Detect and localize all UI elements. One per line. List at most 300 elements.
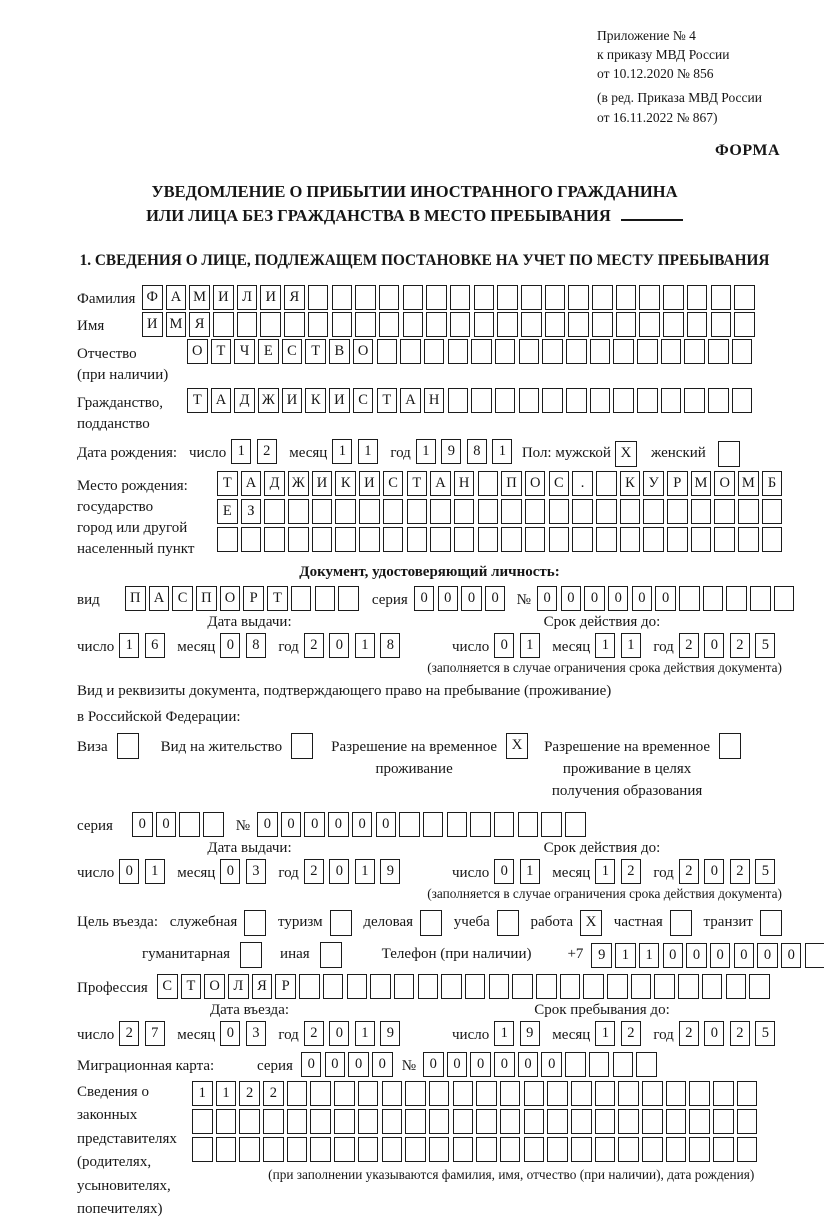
char-box[interactable]: 0 [447, 1052, 468, 1077]
char-box[interactable]: К [305, 388, 326, 413]
char-box[interactable]: 0 [537, 586, 558, 611]
char-box[interactable] [762, 527, 783, 552]
char-box[interactable]: 7 [145, 1021, 165, 1046]
char-box[interactable]: А [149, 586, 170, 611]
char-box[interactable] [347, 974, 368, 999]
char-box[interactable]: М [166, 312, 187, 337]
char-box[interactable] [407, 499, 428, 524]
char-box[interactable]: С [383, 471, 404, 496]
char-box[interactable]: 0 [257, 812, 278, 837]
char-box[interactable] [453, 1081, 474, 1106]
char-box[interactable]: 0 [655, 586, 676, 611]
char-box[interactable]: 0 [734, 943, 755, 968]
char-box[interactable] [430, 499, 451, 524]
char-box[interactable] [713, 1081, 734, 1106]
char-box[interactable] [474, 285, 495, 310]
char-box[interactable] [726, 974, 747, 999]
char-box[interactable]: 1 [358, 439, 378, 464]
char-box[interactable]: А [166, 285, 187, 310]
char-box[interactable]: 1 [595, 1021, 615, 1046]
char-box[interactable] [589, 1052, 610, 1077]
char-box[interactable] [478, 471, 499, 496]
char-box[interactable] [734, 312, 755, 337]
char-box[interactable]: 0 [372, 1052, 393, 1077]
char-box[interactable] [663, 312, 684, 337]
char-box[interactable] [358, 1109, 379, 1134]
char-box[interactable]: И [142, 312, 163, 337]
char-box[interactable] [237, 312, 258, 337]
char-box[interactable] [355, 285, 376, 310]
char-box[interactable] [687, 285, 708, 310]
char-box[interactable]: М [691, 471, 712, 496]
char-box[interactable] [405, 1081, 426, 1106]
char-box[interactable] [264, 499, 285, 524]
char-box[interactable] [500, 1109, 521, 1134]
char-box[interactable] [355, 312, 376, 337]
char-box[interactable] [691, 527, 712, 552]
char-box[interactable] [426, 312, 447, 337]
char-box[interactable]: 5 [755, 1021, 775, 1046]
char-box[interactable]: 2 [679, 859, 699, 884]
char-box[interactable]: 0 [329, 859, 349, 884]
char-box[interactable] [497, 312, 518, 337]
char-box[interactable] [596, 471, 617, 496]
char-box[interactable]: 2 [304, 1021, 324, 1046]
business-checkbox[interactable] [420, 910, 442, 936]
char-box[interactable]: В [329, 339, 350, 364]
char-box[interactable]: 0 [710, 943, 731, 968]
char-box[interactable]: Т [267, 586, 288, 611]
char-box[interactable] [453, 1109, 474, 1134]
char-box[interactable] [572, 527, 593, 552]
char-box[interactable] [636, 1052, 657, 1077]
char-box[interactable] [495, 339, 516, 364]
char-box[interactable] [711, 312, 732, 337]
char-box[interactable]: Я [252, 974, 273, 999]
char-box[interactable] [679, 586, 700, 611]
char-box[interactable]: И [312, 471, 333, 496]
char-box[interactable] [377, 339, 398, 364]
char-box[interactable]: Н [454, 471, 475, 496]
char-box[interactable] [691, 499, 712, 524]
char-box[interactable] [450, 312, 471, 337]
study-checkbox[interactable] [497, 910, 519, 936]
char-box[interactable] [684, 339, 705, 364]
char-box[interactable]: М [189, 285, 210, 310]
char-box[interactable]: 0 [304, 812, 325, 837]
char-box[interactable] [613, 339, 634, 364]
char-box[interactable]: 1 [355, 859, 375, 884]
char-box[interactable]: 1 [494, 1021, 514, 1046]
char-box[interactable]: 0 [608, 586, 629, 611]
char-box[interactable] [478, 499, 499, 524]
char-box[interactable] [542, 388, 563, 413]
char-box[interactable] [631, 974, 652, 999]
char-box[interactable]: 1 [231, 439, 251, 464]
char-box[interactable]: 2 [730, 1021, 750, 1046]
char-box[interactable]: У [643, 471, 664, 496]
char-box[interactable]: О [187, 339, 208, 364]
char-box[interactable] [494, 812, 515, 837]
char-box[interactable] [370, 974, 391, 999]
char-box[interactable] [315, 586, 336, 611]
char-box[interactable]: 0 [352, 812, 373, 837]
char-box[interactable]: 2 [263, 1081, 284, 1106]
char-box[interactable] [441, 974, 462, 999]
char-box[interactable] [519, 388, 540, 413]
char-box[interactable] [394, 974, 415, 999]
char-box[interactable] [379, 312, 400, 337]
char-box[interactable] [454, 527, 475, 552]
char-box[interactable]: 0 [704, 1021, 724, 1046]
char-box[interactable]: 0 [329, 633, 349, 658]
char-box[interactable]: 0 [132, 812, 153, 837]
char-box[interactable] [359, 499, 380, 524]
char-box[interactable] [595, 1081, 616, 1106]
char-box[interactable] [430, 527, 451, 552]
char-box[interactable] [642, 1109, 663, 1134]
char-box[interactable] [702, 974, 723, 999]
char-box[interactable] [678, 974, 699, 999]
char-box[interactable]: 2 [239, 1081, 260, 1106]
char-box[interactable] [684, 388, 705, 413]
char-box[interactable]: 0 [704, 633, 724, 658]
char-box[interactable]: К [620, 471, 641, 496]
char-box[interactable] [521, 285, 542, 310]
char-box[interactable] [192, 1137, 213, 1162]
char-box[interactable]: Т [181, 974, 202, 999]
char-box[interactable]: С [353, 388, 374, 413]
education-permit-checkbox[interactable] [719, 733, 741, 759]
char-box[interactable]: 5 [755, 633, 775, 658]
char-box[interactable] [495, 388, 516, 413]
char-box[interactable] [568, 285, 589, 310]
char-box[interactable]: 0 [518, 1052, 539, 1077]
char-box[interactable] [524, 1081, 545, 1106]
char-box[interactable] [703, 586, 724, 611]
char-box[interactable]: А [430, 471, 451, 496]
char-box[interactable] [714, 499, 735, 524]
char-box[interactable] [383, 499, 404, 524]
char-box[interactable] [737, 1081, 758, 1106]
char-box[interactable] [512, 974, 533, 999]
char-box[interactable] [489, 974, 510, 999]
char-box[interactable] [216, 1137, 237, 1162]
female-checkbox[interactable] [718, 441, 740, 467]
char-box[interactable] [571, 1081, 592, 1106]
char-box[interactable] [654, 974, 675, 999]
char-box[interactable] [334, 1109, 355, 1134]
char-box[interactable] [312, 499, 333, 524]
char-box[interactable] [590, 388, 611, 413]
char-box[interactable] [382, 1109, 403, 1134]
char-box[interactable] [596, 499, 617, 524]
char-box[interactable]: С [172, 586, 193, 611]
char-box[interactable] [547, 1081, 568, 1106]
char-box[interactable] [689, 1081, 710, 1106]
char-box[interactable] [263, 1109, 284, 1134]
char-box[interactable] [501, 527, 522, 552]
char-box[interactable]: Е [258, 339, 279, 364]
char-box[interactable] [547, 1109, 568, 1134]
official-checkbox[interactable] [244, 910, 266, 936]
char-box[interactable]: 0 [325, 1052, 346, 1077]
char-box[interactable] [571, 1137, 592, 1162]
char-box[interactable]: 0 [281, 812, 302, 837]
char-box[interactable]: Т [305, 339, 326, 364]
char-box[interactable]: 2 [679, 633, 699, 658]
char-box[interactable]: 0 [494, 859, 514, 884]
char-box[interactable] [476, 1109, 497, 1134]
char-box[interactable] [689, 1137, 710, 1162]
char-box[interactable] [405, 1109, 426, 1134]
char-box[interactable]: 2 [621, 1021, 641, 1046]
work-checkbox[interactable]: X [580, 910, 602, 936]
char-box[interactable]: 8 [380, 633, 400, 658]
char-box[interactable]: 0 [632, 586, 653, 611]
char-box[interactable]: . [572, 471, 593, 496]
char-box[interactable] [737, 1109, 758, 1134]
char-box[interactable] [643, 499, 664, 524]
char-box[interactable]: Т [407, 471, 428, 496]
char-box[interactable]: К [335, 471, 356, 496]
char-box[interactable]: О [714, 471, 735, 496]
char-box[interactable] [260, 312, 281, 337]
char-box[interactable] [403, 312, 424, 337]
char-box[interactable]: 1 [119, 633, 139, 658]
char-box[interactable]: П [501, 471, 522, 496]
other-checkbox[interactable] [320, 942, 342, 968]
char-box[interactable]: 0 [494, 1052, 515, 1077]
char-box[interactable] [429, 1081, 450, 1106]
char-box[interactable] [620, 499, 641, 524]
char-box[interactable] [734, 285, 755, 310]
male-checkbox[interactable]: X [615, 441, 637, 467]
char-box[interactable] [323, 974, 344, 999]
char-box[interactable]: 0 [781, 943, 802, 968]
char-box[interactable] [405, 1137, 426, 1162]
char-box[interactable]: О [204, 974, 225, 999]
char-box[interactable]: 2 [730, 859, 750, 884]
char-box[interactable] [287, 1081, 308, 1106]
char-box[interactable] [287, 1137, 308, 1162]
char-box[interactable]: 2 [679, 1021, 699, 1046]
char-box[interactable]: П [196, 586, 217, 611]
char-box[interactable]: 1 [520, 859, 540, 884]
char-box[interactable] [637, 388, 658, 413]
char-box[interactable]: 5 [755, 859, 775, 884]
char-box[interactable] [217, 527, 238, 552]
char-box[interactable] [689, 1109, 710, 1134]
char-box[interactable]: 3 [246, 1021, 266, 1046]
char-box[interactable] [726, 586, 747, 611]
char-box[interactable] [571, 1109, 592, 1134]
char-box[interactable]: 1 [332, 439, 352, 464]
char-box[interactable] [407, 527, 428, 552]
char-box[interactable] [358, 1081, 379, 1106]
char-box[interactable]: И [282, 388, 303, 413]
char-box[interactable] [426, 285, 447, 310]
char-box[interactable]: 0 [301, 1052, 322, 1077]
transit-checkbox[interactable] [760, 910, 782, 936]
char-box[interactable] [667, 499, 688, 524]
char-box[interactable] [613, 1052, 634, 1077]
char-box[interactable] [618, 1137, 639, 1162]
char-box[interactable] [465, 974, 486, 999]
char-box[interactable] [560, 974, 581, 999]
char-box[interactable] [525, 527, 546, 552]
char-box[interactable]: 1 [216, 1081, 237, 1106]
char-box[interactable]: 1 [615, 943, 636, 968]
char-box[interactable]: Ж [258, 388, 279, 413]
char-box[interactable]: О [525, 471, 546, 496]
char-box[interactable] [620, 527, 641, 552]
char-box[interactable] [264, 527, 285, 552]
char-box[interactable]: 2 [621, 859, 641, 884]
char-box[interactable] [476, 1137, 497, 1162]
char-box[interactable]: С [282, 339, 303, 364]
char-box[interactable]: 0 [423, 1052, 444, 1077]
char-box[interactable] [607, 974, 628, 999]
char-box[interactable]: И [329, 388, 350, 413]
char-box[interactable] [308, 312, 329, 337]
char-box[interactable] [288, 499, 309, 524]
char-box[interactable]: 2 [257, 439, 277, 464]
char-box[interactable] [310, 1109, 331, 1134]
char-box[interactable] [618, 1109, 639, 1134]
char-box[interactable] [545, 312, 566, 337]
char-box[interactable] [288, 527, 309, 552]
char-box[interactable]: Т [211, 339, 232, 364]
char-box[interactable] [263, 1137, 284, 1162]
char-box[interactable] [549, 499, 570, 524]
char-box[interactable] [616, 285, 637, 310]
char-box[interactable] [774, 586, 795, 611]
char-box[interactable] [618, 1081, 639, 1106]
char-box[interactable]: Л [237, 285, 258, 310]
char-box[interactable] [732, 339, 753, 364]
char-box[interactable] [379, 285, 400, 310]
char-box[interactable]: 0 [704, 859, 724, 884]
char-box[interactable]: 0 [663, 943, 684, 968]
char-box[interactable] [637, 339, 658, 364]
char-box[interactable] [524, 1109, 545, 1134]
char-box[interactable] [287, 1109, 308, 1134]
char-box[interactable]: 0 [584, 586, 605, 611]
char-box[interactable] [568, 312, 589, 337]
char-box[interactable]: И [213, 285, 234, 310]
char-box[interactable] [291, 586, 312, 611]
char-box[interactable] [642, 1081, 663, 1106]
char-box[interactable] [429, 1137, 450, 1162]
char-box[interactable] [284, 312, 305, 337]
char-box[interactable]: 0 [414, 586, 435, 611]
char-box[interactable] [424, 339, 445, 364]
char-box[interactable] [713, 1109, 734, 1134]
char-box[interactable] [643, 527, 664, 552]
char-box[interactable] [454, 499, 475, 524]
char-box[interactable]: 0 [220, 633, 240, 658]
char-box[interactable] [418, 974, 439, 999]
char-box[interactable] [497, 285, 518, 310]
char-box[interactable] [667, 527, 688, 552]
char-box[interactable]: 1 [145, 859, 165, 884]
char-box[interactable] [738, 527, 759, 552]
char-box[interactable]: 1 [355, 633, 375, 658]
tourism-checkbox[interactable] [330, 910, 352, 936]
char-box[interactable] [524, 1137, 545, 1162]
char-box[interactable]: 1 [520, 633, 540, 658]
char-box[interactable] [595, 1109, 616, 1134]
char-box[interactable]: Ф [142, 285, 163, 310]
char-box[interactable] [382, 1081, 403, 1106]
char-box[interactable] [595, 1137, 616, 1162]
char-box[interactable] [335, 499, 356, 524]
char-box[interactable] [334, 1137, 355, 1162]
char-box[interactable]: З [241, 499, 262, 524]
char-box[interactable] [474, 312, 495, 337]
char-box[interactable] [592, 312, 613, 337]
char-box[interactable]: 0 [461, 586, 482, 611]
char-box[interactable]: Е [217, 499, 238, 524]
char-box[interactable]: А [241, 471, 262, 496]
char-box[interactable] [566, 388, 587, 413]
char-box[interactable] [216, 1109, 237, 1134]
char-box[interactable] [471, 339, 492, 364]
char-box[interactable]: 1 [595, 859, 615, 884]
char-box[interactable]: 0 [470, 1052, 491, 1077]
char-box[interactable]: 0 [494, 633, 514, 658]
char-box[interactable] [423, 812, 444, 837]
char-box[interactable]: Л [228, 974, 249, 999]
char-box[interactable] [399, 812, 420, 837]
char-box[interactable] [596, 527, 617, 552]
char-box[interactable] [666, 1137, 687, 1162]
char-box[interactable] [518, 812, 539, 837]
char-box[interactable] [542, 339, 563, 364]
char-box[interactable] [525, 499, 546, 524]
char-box[interactable] [308, 285, 329, 310]
char-box[interactable]: 1 [355, 1021, 375, 1046]
char-box[interactable]: Ж [288, 471, 309, 496]
char-box[interactable] [400, 339, 421, 364]
char-box[interactable]: Б [762, 471, 783, 496]
char-box[interactable] [358, 1137, 379, 1162]
char-box[interactable] [547, 1137, 568, 1162]
char-box[interactable]: 9 [591, 943, 612, 968]
char-box[interactable] [732, 388, 753, 413]
char-box[interactable] [572, 499, 593, 524]
char-box[interactable]: Н [424, 388, 445, 413]
char-box[interactable] [541, 812, 562, 837]
char-box[interactable] [613, 388, 634, 413]
char-box[interactable] [239, 1137, 260, 1162]
char-box[interactable] [383, 527, 404, 552]
char-box[interactable] [192, 1109, 213, 1134]
char-box[interactable] [713, 1137, 734, 1162]
char-box[interactable]: 0 [757, 943, 778, 968]
char-box[interactable] [359, 527, 380, 552]
char-box[interactable] [639, 285, 660, 310]
char-box[interactable]: 0 [541, 1052, 562, 1077]
char-box[interactable] [639, 312, 660, 337]
char-box[interactable] [521, 312, 542, 337]
char-box[interactable] [447, 812, 468, 837]
char-box[interactable] [500, 1137, 521, 1162]
char-box[interactable]: Т [187, 388, 208, 413]
char-box[interactable]: 1 [192, 1081, 213, 1106]
char-box[interactable] [335, 527, 356, 552]
